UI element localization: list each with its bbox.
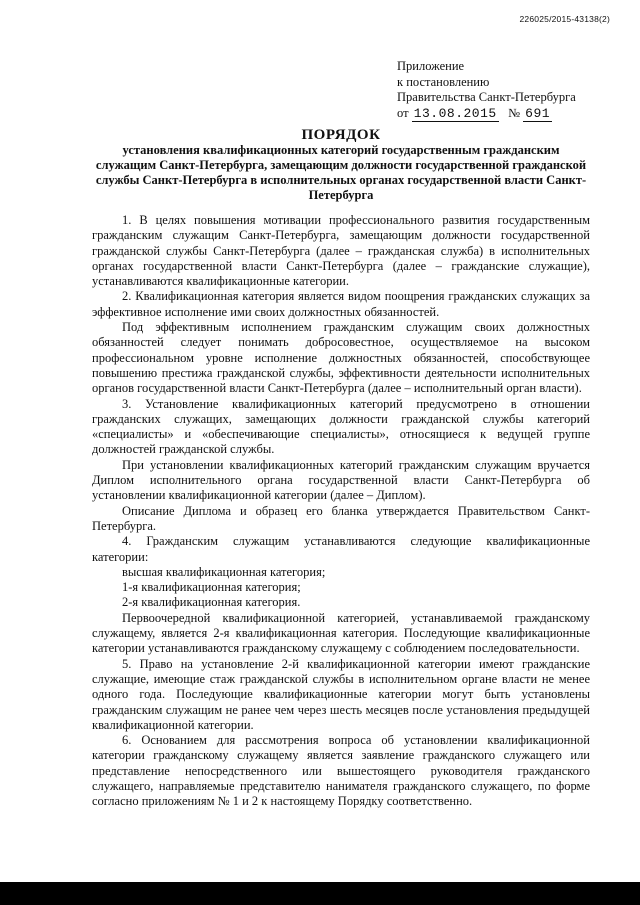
scan-bottom-border <box>0 882 640 905</box>
list-item: 1-я квалификационная категория; <box>122 580 301 595</box>
appendix-line-3: Правительства Санкт-Петербурга <box>397 90 576 104</box>
appendix-line-2: к постановлению <box>397 74 490 89</box>
document-body <box>92 213 590 810</box>
appendix-line-1: Приложение <box>397 59 465 73</box>
paragraph: 6. Основанием для рассмотрения вопроса об установлении квалификационной категории гражданскому служащему является заявление гражданского служащего или представление непосредственного или вышестоящего руководителя гражданского служащего, направляемые представителю нанимателя гражданского служащего, по форме согласно приложениям № 1 и 2 к настоящему Порядку соответственно. <box>92 733 590 809</box>
appendix-date-line <box>397 106 576 122</box>
document-registration-number: 226025/2015-43138(2) <box>519 14 610 24</box>
appendix-block <box>397 59 576 121</box>
paragraph: 4. Гражданским служащим устанавливаются следующие квалификационные категории: <box>92 534 590 564</box>
list-item: высшая квалификационная категория; <box>122 564 326 579</box>
paragraph: При установлении квалификационных категорий гражданским служащим вручается Диплом исполнительного органа государственной власти Санкт-Петербурга об установлении квалификационной категории (далее – Диплом). <box>92 457 590 503</box>
paragraph: Описание Диплома и образец его бланка утверждается Правительством Санкт-Петербурга. <box>92 503 590 533</box>
resolution-date: 13.08.2015 <box>413 105 497 121</box>
paragraph: 5. Право на установление 2-й квалификационной категории имеют гражданские служащие, имеющие стаж гражданской службы в исполнительном органе власти не менее одного года. Последующие квалификационные категории могут быть установлены гражданским служащим не ранее чем через шесть месяцев после установления предыдущей квалификационной категории. <box>92 656 590 732</box>
date-prefix: от <box>397 105 409 120</box>
paragraph: 2. Квалификационная категория является видом поощрения гражданских служащих за эффективное исполнение ими своих должностных обязанностей. <box>92 289 590 319</box>
paragraph: 1. В целях повышения мотивации профессионального развития государственным гражданским служащим Санкт-Петербурга, замещающим должности государственной гражданской службы Санкт-Петербурга (далее – гражданская служба) в исполнительных органах государственной власти Санкт-Петербурга (далее – гражданские служащие), устанавливаются квалификационные категории. <box>92 213 590 289</box>
resolution-number: 691 <box>525 105 551 121</box>
list-item: 2-я квалификационная категория. <box>122 595 301 610</box>
document-title: ПОРЯДОК <box>301 127 381 143</box>
document-subtitle: установления квалификационных категорий государственным гражданским служащим Санкт-Петербурга, замещающим должности государственной гражданской службы Санкт-Петербурга в исполнительных органах государственной власти Санкт-Петербурга <box>95 143 587 202</box>
paragraph: Под эффективным исполнением гражданским служащим своих должностных обязанностей следует понимать добросовестное, осуществляемое на высоком профессиональном уровне исполнение должностных обязанностей, способствующее повышению престижа гражданской службы, эффективности деятельности исполнительных органов государственной власти Санкт-Петербурга (далее – исполнительный орган власти). <box>92 320 590 396</box>
paragraph: Первоочередной квалификационной категорией, устанавливаемой гражданскому служащему, является 2-я квалификационная категория. Последующие квалификационные категории устанавливаются гражданскому служащему с соблюдением последовательности. <box>92 610 590 656</box>
number-prefix: № <box>508 105 521 120</box>
paragraph: 3. Установление квалификационных категорий предусмотрено в отношении гражданских служащих, замещающих должности гражданской службы категорий «специалисты» и «обеспечивающие специалисты», относящиеся к ведущей группе должностей гражданской службы. <box>92 396 590 457</box>
